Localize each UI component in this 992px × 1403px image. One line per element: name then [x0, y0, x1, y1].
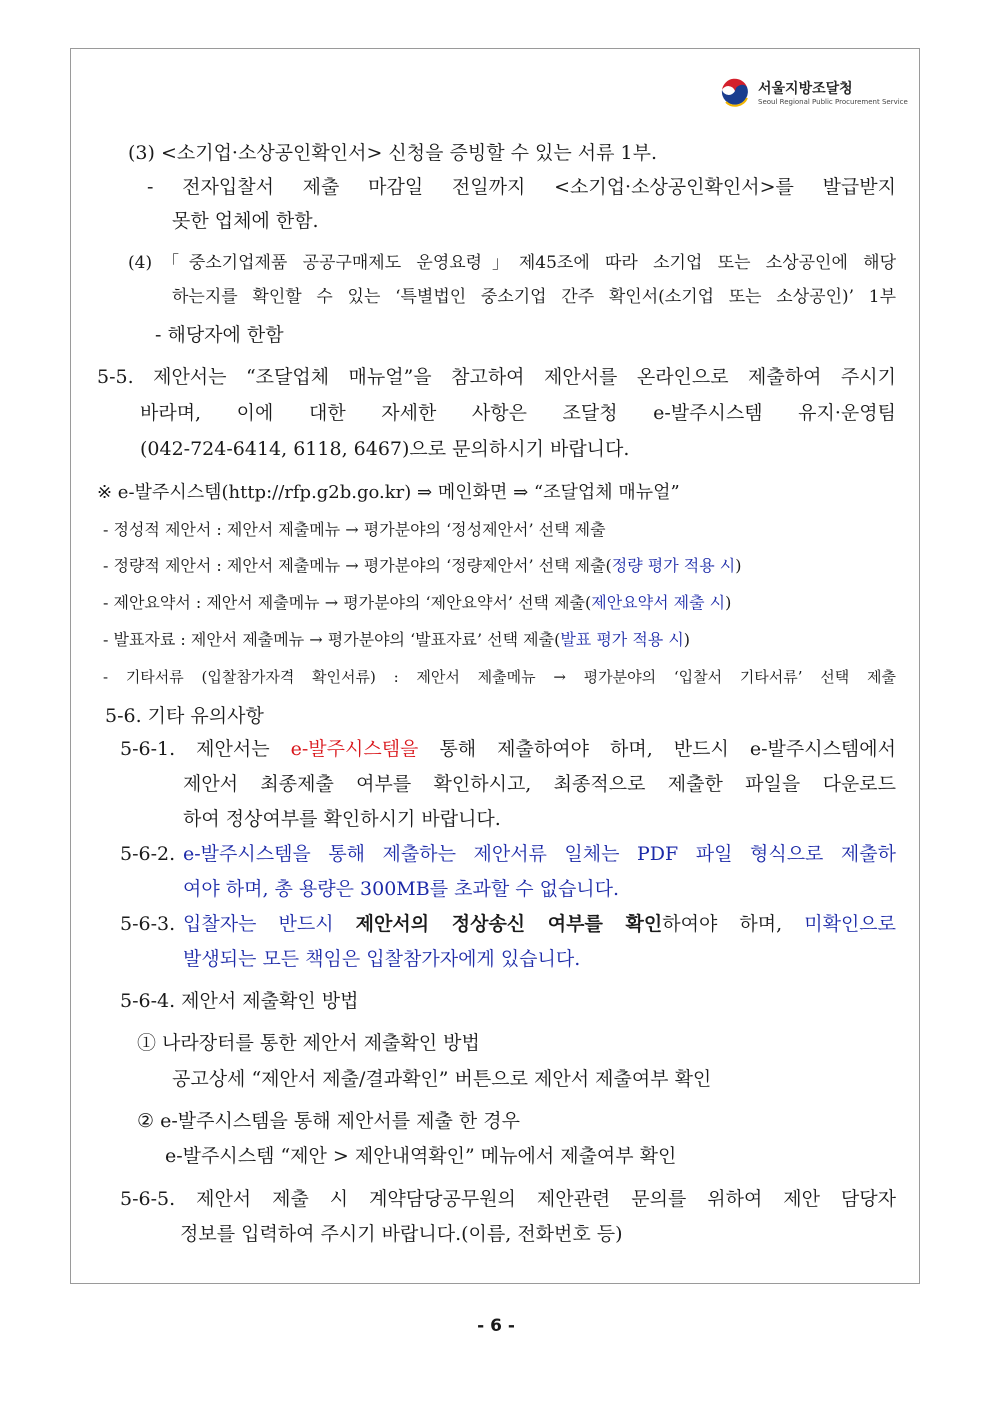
s-5-6-3-line2: 발생되는 모든 책임은 입찰참가자에게 있습니다. — [183, 948, 581, 970]
item-3-line2: - 전자입찰서 제출 마감일 전일까지 <소기업·소상공인확인서>를 발급받지 — [147, 176, 896, 198]
method-2-title: ② e-발주시스템을 통해 제안서를 제출 한 경우 — [137, 1110, 520, 1132]
s-5-6-2-line2: 여야 하며, 총 용량은 300MB를 초과할 수 없습니다. — [183, 878, 620, 900]
s-5-6-3-line1: 입찰자는 반드시 제안서의 정상송신 여부를 확인하여야 하며, 미확인으로 — [183, 913, 897, 935]
item-4-line1: (4)「중소기업제품 공공구매제도 운영요령」제45조에 따라 소기업 또는 소상공인에 해당 — [128, 253, 896, 273]
item-3-line3: 못한 업체에 한함. — [172, 210, 319, 232]
section-5-5-line2: 바라며, 이에 대한 자세한 사항은 조달청 e-발주시스템 유지·운영팀 — [140, 402, 896, 424]
s-5-6-5-line1: 5-6-5. 제안서 제출 시 계약담당공무원의 제안관련 문의를 위하여 제안 담당자 — [120, 1188, 896, 1210]
method-1-desc: 공고상세 “제안서 제출/결과확인” 버튼으로 제안서 제출여부 확인 — [172, 1068, 712, 1090]
s-5-6-3-number: 5-6-3. — [120, 913, 176, 935]
s-5-6-4-title: 5-6-4. 제안서 제출확인 방법 — [120, 990, 359, 1012]
page-number: - 6 - — [477, 1316, 515, 1336]
section-5-5-line1: 5-5. 제안서는 “조달업체 매뉴얼”을 참고하여 제안서를 온라인으로 제출하여 주시기 — [97, 366, 896, 388]
s-5-6-1-line1: 5-6-1. 제안서는 e-발주시스템을 통해 제출하여야 하며, 반드시 e-발주시스템에서 — [120, 738, 896, 760]
org-name-english: Seoul Regional Public Procurement Service — [758, 98, 908, 106]
item-3-line1: (3) <소기업·소상공인확인서> 신청을 증빙할 수 있는 서류 1부. — [128, 142, 657, 164]
note-item-quantitative: - 정량적 제안서 : 제안서 제출메뉴 → 평가분야의 ‘정량제안서’ 선택 제출(정량 평가 적용 시) — [103, 556, 742, 575]
org-name: 서울지방조달청 — [758, 81, 853, 97]
method-1-title: ① 나라장터를 통한 제안서 제출확인 방법 — [137, 1032, 480, 1054]
section-5-6-title: 5-6. 기타 유의사항 — [105, 705, 264, 727]
note-item-other-docs: - 기타서류 (입찰참가자격 확인서류) : 제안서 제출메뉴 → 평가분야의 ‘입찰서 기타서류’ 선택 제출 — [103, 668, 896, 686]
note-item-summary: - 제안요약서 : 제안서 제출메뉴 → 평가분야의 ‘제안요약서’ 선택 제출(제안요약서 제출 시) — [103, 593, 732, 612]
s-5-6-2-number: 5-6-2. — [120, 843, 176, 865]
note-item-presentation: - 발표자료 : 제안서 제출메뉴 → 평가분야의 ‘발표자료’ 선택 제출(발표 평가 적용 시) — [103, 630, 691, 649]
s-5-6-1-line3: 하여 정상여부를 확인하시기 바랍니다. — [183, 808, 501, 830]
item-4-line2: 하는지를 확인할 수 있는 ‘특별법인 중소기업 간주 확인서(소기업 또는 소상공인)’ 1부 — [172, 287, 896, 307]
org-logo — [718, 74, 908, 114]
s-5-6-5-line2: 정보를 입력하여 주시기 바랍니다.(이름, 전화번호 등) — [180, 1223, 623, 1245]
taegeuk-logo-icon — [718, 76, 752, 110]
s-5-6-2-line1: e-발주시스템을 통해 제출하는 제안서류 일체는 PDF 파일 형식으로 제출하 — [183, 843, 896, 865]
note-item-qualitative: - 정성적 제안서 : 제안서 제출메뉴 → 평가분야의 ‘정성제안서’ 선택 제출 — [103, 520, 606, 539]
s-5-6-1-line2: 제안서 최종제출 여부를 확인하시고, 최종적으로 제출한 파일을 다운로드 — [183, 773, 896, 795]
method-2-desc: e-발주시스템 “제안 > 제안내역확인” 메뉴에서 제출여부 확인 — [165, 1145, 677, 1167]
item-4-line3: - 해당자에 한함 — [155, 324, 284, 346]
section-5-5-line3: (042-724-6414, 6118, 6467)으로 문의하시기 바랍니다. — [140, 438, 630, 460]
note-heading: ※ e-발주시스템(http://rfp.g2b.go.kr) ⇒ 메인화면 ⇒ “조달업체 매뉴얼” — [97, 482, 680, 503]
